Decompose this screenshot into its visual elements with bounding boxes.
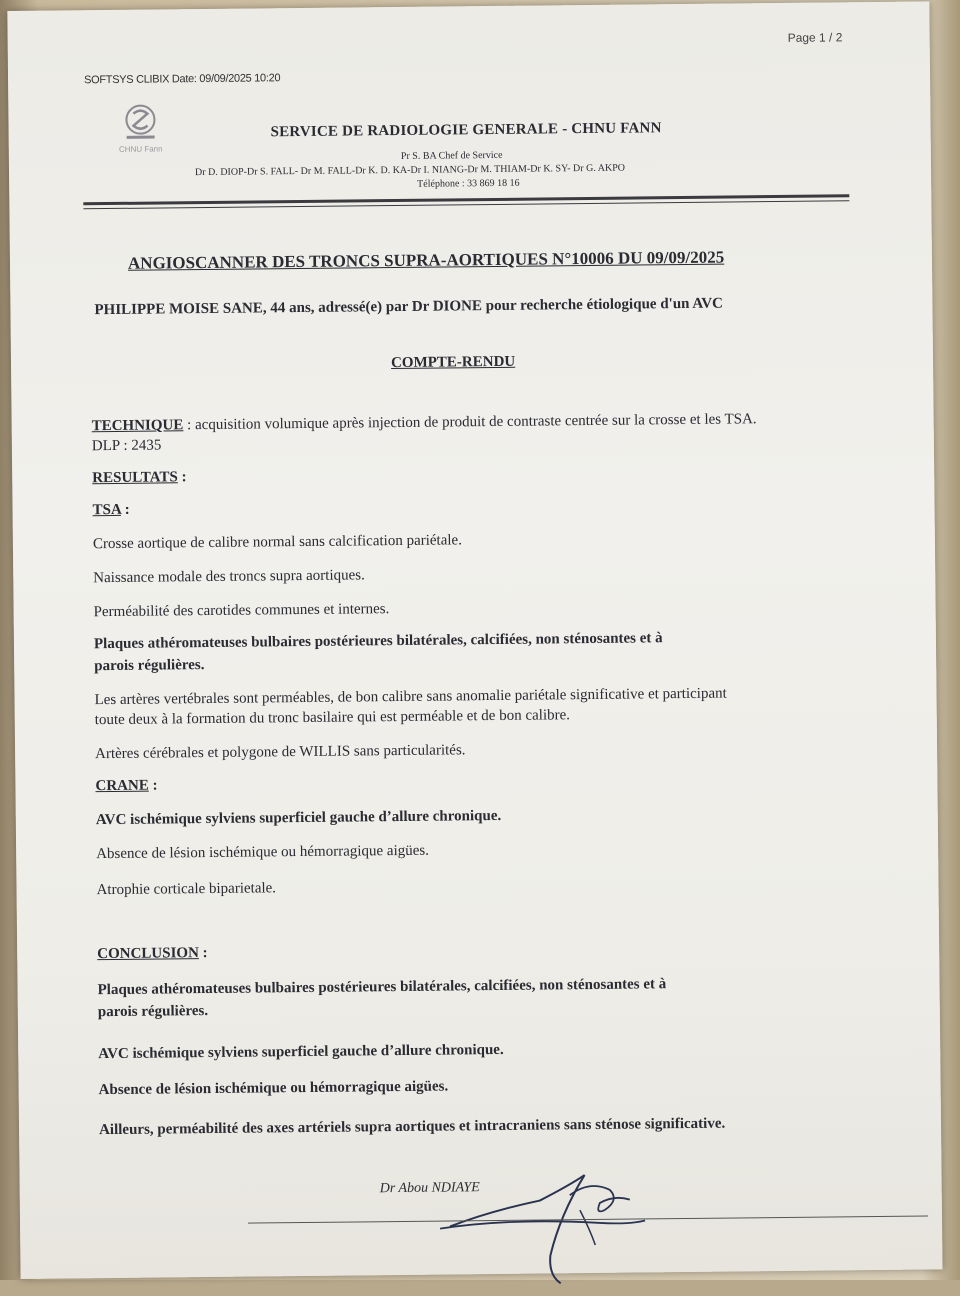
tsa-item: Perméabilité des carotides communes et internes. [93,601,390,621]
resultats-heading: RESULTATS : [92,469,187,487]
crane-item: Absence de lésion ischémique ou hémorragique aigües. [96,842,430,863]
conclusion-item: Plaques athéromateuses bulbaires postérieures bilatérales, calcifiées, non sténosantes et à [97,976,667,999]
crane-main-finding: AVC ischémique sylviens superficiel gauche d’allure chronique. [95,807,502,829]
dlp-value: DLP : 2435 [91,437,162,455]
tsa-item: Crosse aortique de calibre normal sans calcification pariétale. [92,532,462,553]
conclusion-heading: CONCLUSION : [97,945,208,963]
system-stamp: SOFTSYS CLIBIX Date: 09/09/2025 10:20 [83,72,281,87]
chnu-fann-logo-icon [100,101,181,162]
tsa-item: Naissance modale des troncs supra aortiques. [93,567,365,587]
page-number: Page 1 / 2 [787,30,843,45]
conclusion-item: AVC ischémique sylviens superficiel gauche d’allure chronique. [98,1041,504,1063]
crane-heading: CRANE : [95,777,158,795]
technique-text: : acquisition volumique après injection de produit de contraste centrée sur la crosse et les TSA. [183,411,757,434]
conclusion-label: CONCLUSION [97,945,199,963]
plaques-finding-line1: Plaques athéromateuses bulbaires postérieures bilatérales, calcifiées, non sténosantes et à [93,630,663,653]
resultats-label: RESULTATS [92,469,178,487]
service-chief: Pr S. BA Chef de Service [400,149,503,162]
service-title: SERVICE DE RADIOLOGIE GENERALE - CHNU FANN [270,120,662,141]
conclusion-item: Absence de lésion ischémique ou hémorragique aigües. [98,1078,449,1099]
technique-line [92,411,757,435]
conclusion-item: Ailleurs, perméabilité des axes artériels supra aortiques et intracraniens sans sténose significative. [98,1115,726,1139]
service-phone: Téléphone : 33 869 18 16 [417,177,520,190]
vertebral-line2: toute deux à la formation du tronc basilaire qui est perméable et de bon calibre. [94,707,571,729]
crane-label: CRANE [95,777,149,795]
section-title: COMPTE-RENDU [390,353,516,372]
report-title: ANGIOSCANNER DES TRONCS SUPRA-AORTIQUES N°10006 DU 09/09/2025 [127,247,725,273]
service-doctors: Dr D. DIOP-Dr S. FALL- Dr M. FALL-Dr K. D. KA-Dr I. NIANG-Dr M. THIAM-Dr K. SY- Dr G. AKPO [194,162,626,179]
patient-line: PHILIPPE MOISE SANE, 44 ans, adressé(e) par Dr DIONE pour recherche étiologique d'un AVC [94,295,724,319]
plaques-finding-line2: parois régulières. [94,657,205,675]
crane-item: Atrophie corticale biparietale. [96,880,277,899]
conclusion-item: parois régulières. [97,1003,209,1021]
signatory-name: Dr Abou NDIAYE [379,1180,480,1197]
tsa-label: TSA [92,501,121,519]
report-page [7,1,942,1279]
technique-label: TECHNIQUE [91,417,184,435]
tsa-heading: TSA : [92,501,130,519]
vertebral-line1: Les artères vertébrales sont perméables, de bon calibre sans anomalie pariétale significative et participant [94,685,727,709]
logo-caption: CHNU Fann [118,144,163,154]
cerebral-finding: Artères cérébrales et polygone de WILLIS sans particularités. [95,742,466,763]
